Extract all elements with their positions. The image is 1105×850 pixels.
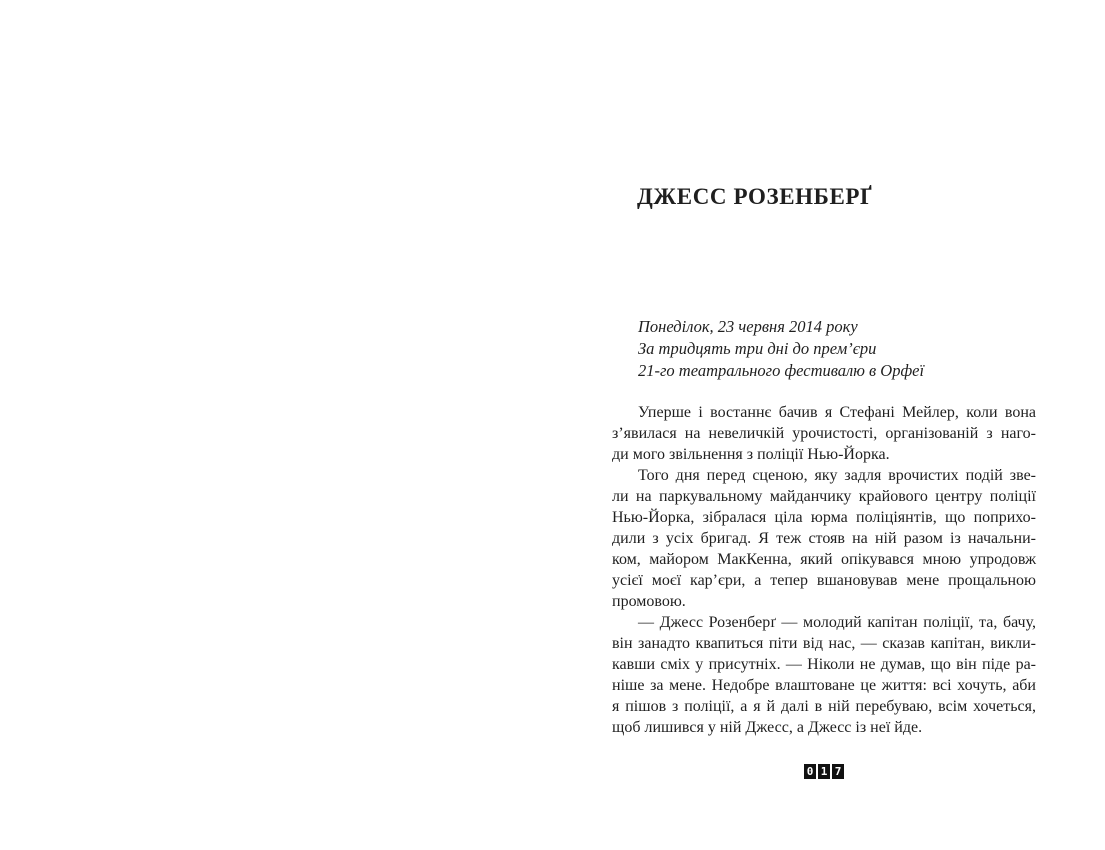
text-line: з’явилася на невеличкій урочистості, організованій з наго- bbox=[612, 425, 1036, 442]
page-number-digit: 7 bbox=[832, 764, 844, 779]
text-line: він занадто квапиться піти від нас, — сказав капітан, викли- bbox=[612, 635, 1036, 652]
text-line: кавши сміх у присутніх. — Ніколи не думав, що він піде ра- bbox=[612, 656, 1036, 673]
text-line: я пішов з поліції, а я й далі в ній перебуваю, всім хочеться, bbox=[612, 698, 1036, 715]
page-number-digit: 0 bbox=[804, 764, 816, 779]
dateline-line: 21-го театрального фестивалю в Орфеї bbox=[638, 361, 925, 380]
text-line: — Джесс Розенберґ — молодий капітан поліції, та, бачу, bbox=[638, 614, 1036, 631]
dateline-line: За тридцять три дні до прем’єри bbox=[638, 339, 877, 358]
page-number-digit: 1 bbox=[818, 764, 830, 779]
text-line: промовою. bbox=[612, 593, 686, 610]
text-line: ком, майором МакКенна, який опікувався мною упродовж bbox=[612, 551, 1036, 568]
chapter-title: ДЖЕСС РОЗЕНБЕРҐ bbox=[637, 184, 873, 209]
text-line: усієї моєї кар’єри, а тепер вшановував мене прощальною bbox=[612, 572, 1036, 589]
text-line: ли на паркувальному майданчику крайового центру поліції bbox=[612, 488, 1036, 505]
text-line: дили з усіх бригад. Я теж стояв на ній разом із начальни- bbox=[612, 530, 1036, 547]
text-line: Уперше і востаннє бачив я Стефані Мейлер, коли вона bbox=[638, 404, 1036, 421]
text-line: ди мого звільнення з поліції Нью-Йорка. bbox=[612, 446, 890, 463]
text-line: щоб лишився у ній Джесс, а Джесс із неї йде. bbox=[612, 719, 923, 736]
dateline-line: Понеділок, 23 червня 2014 року bbox=[638, 317, 858, 336]
body-text bbox=[612, 402, 1036, 738]
text-line: ніше за мене. Недобре влаштоване це життя: всі хочуть, аби bbox=[612, 677, 1036, 694]
text-line: Нью-Йорка, зібралася ціла юрма поліціянтів, що поприхо- bbox=[612, 509, 1036, 526]
page-number bbox=[612, 764, 1036, 779]
dateline bbox=[638, 316, 924, 382]
text-line: Того дня перед сценою, яку задля врочистих подій зве- bbox=[638, 467, 1036, 484]
